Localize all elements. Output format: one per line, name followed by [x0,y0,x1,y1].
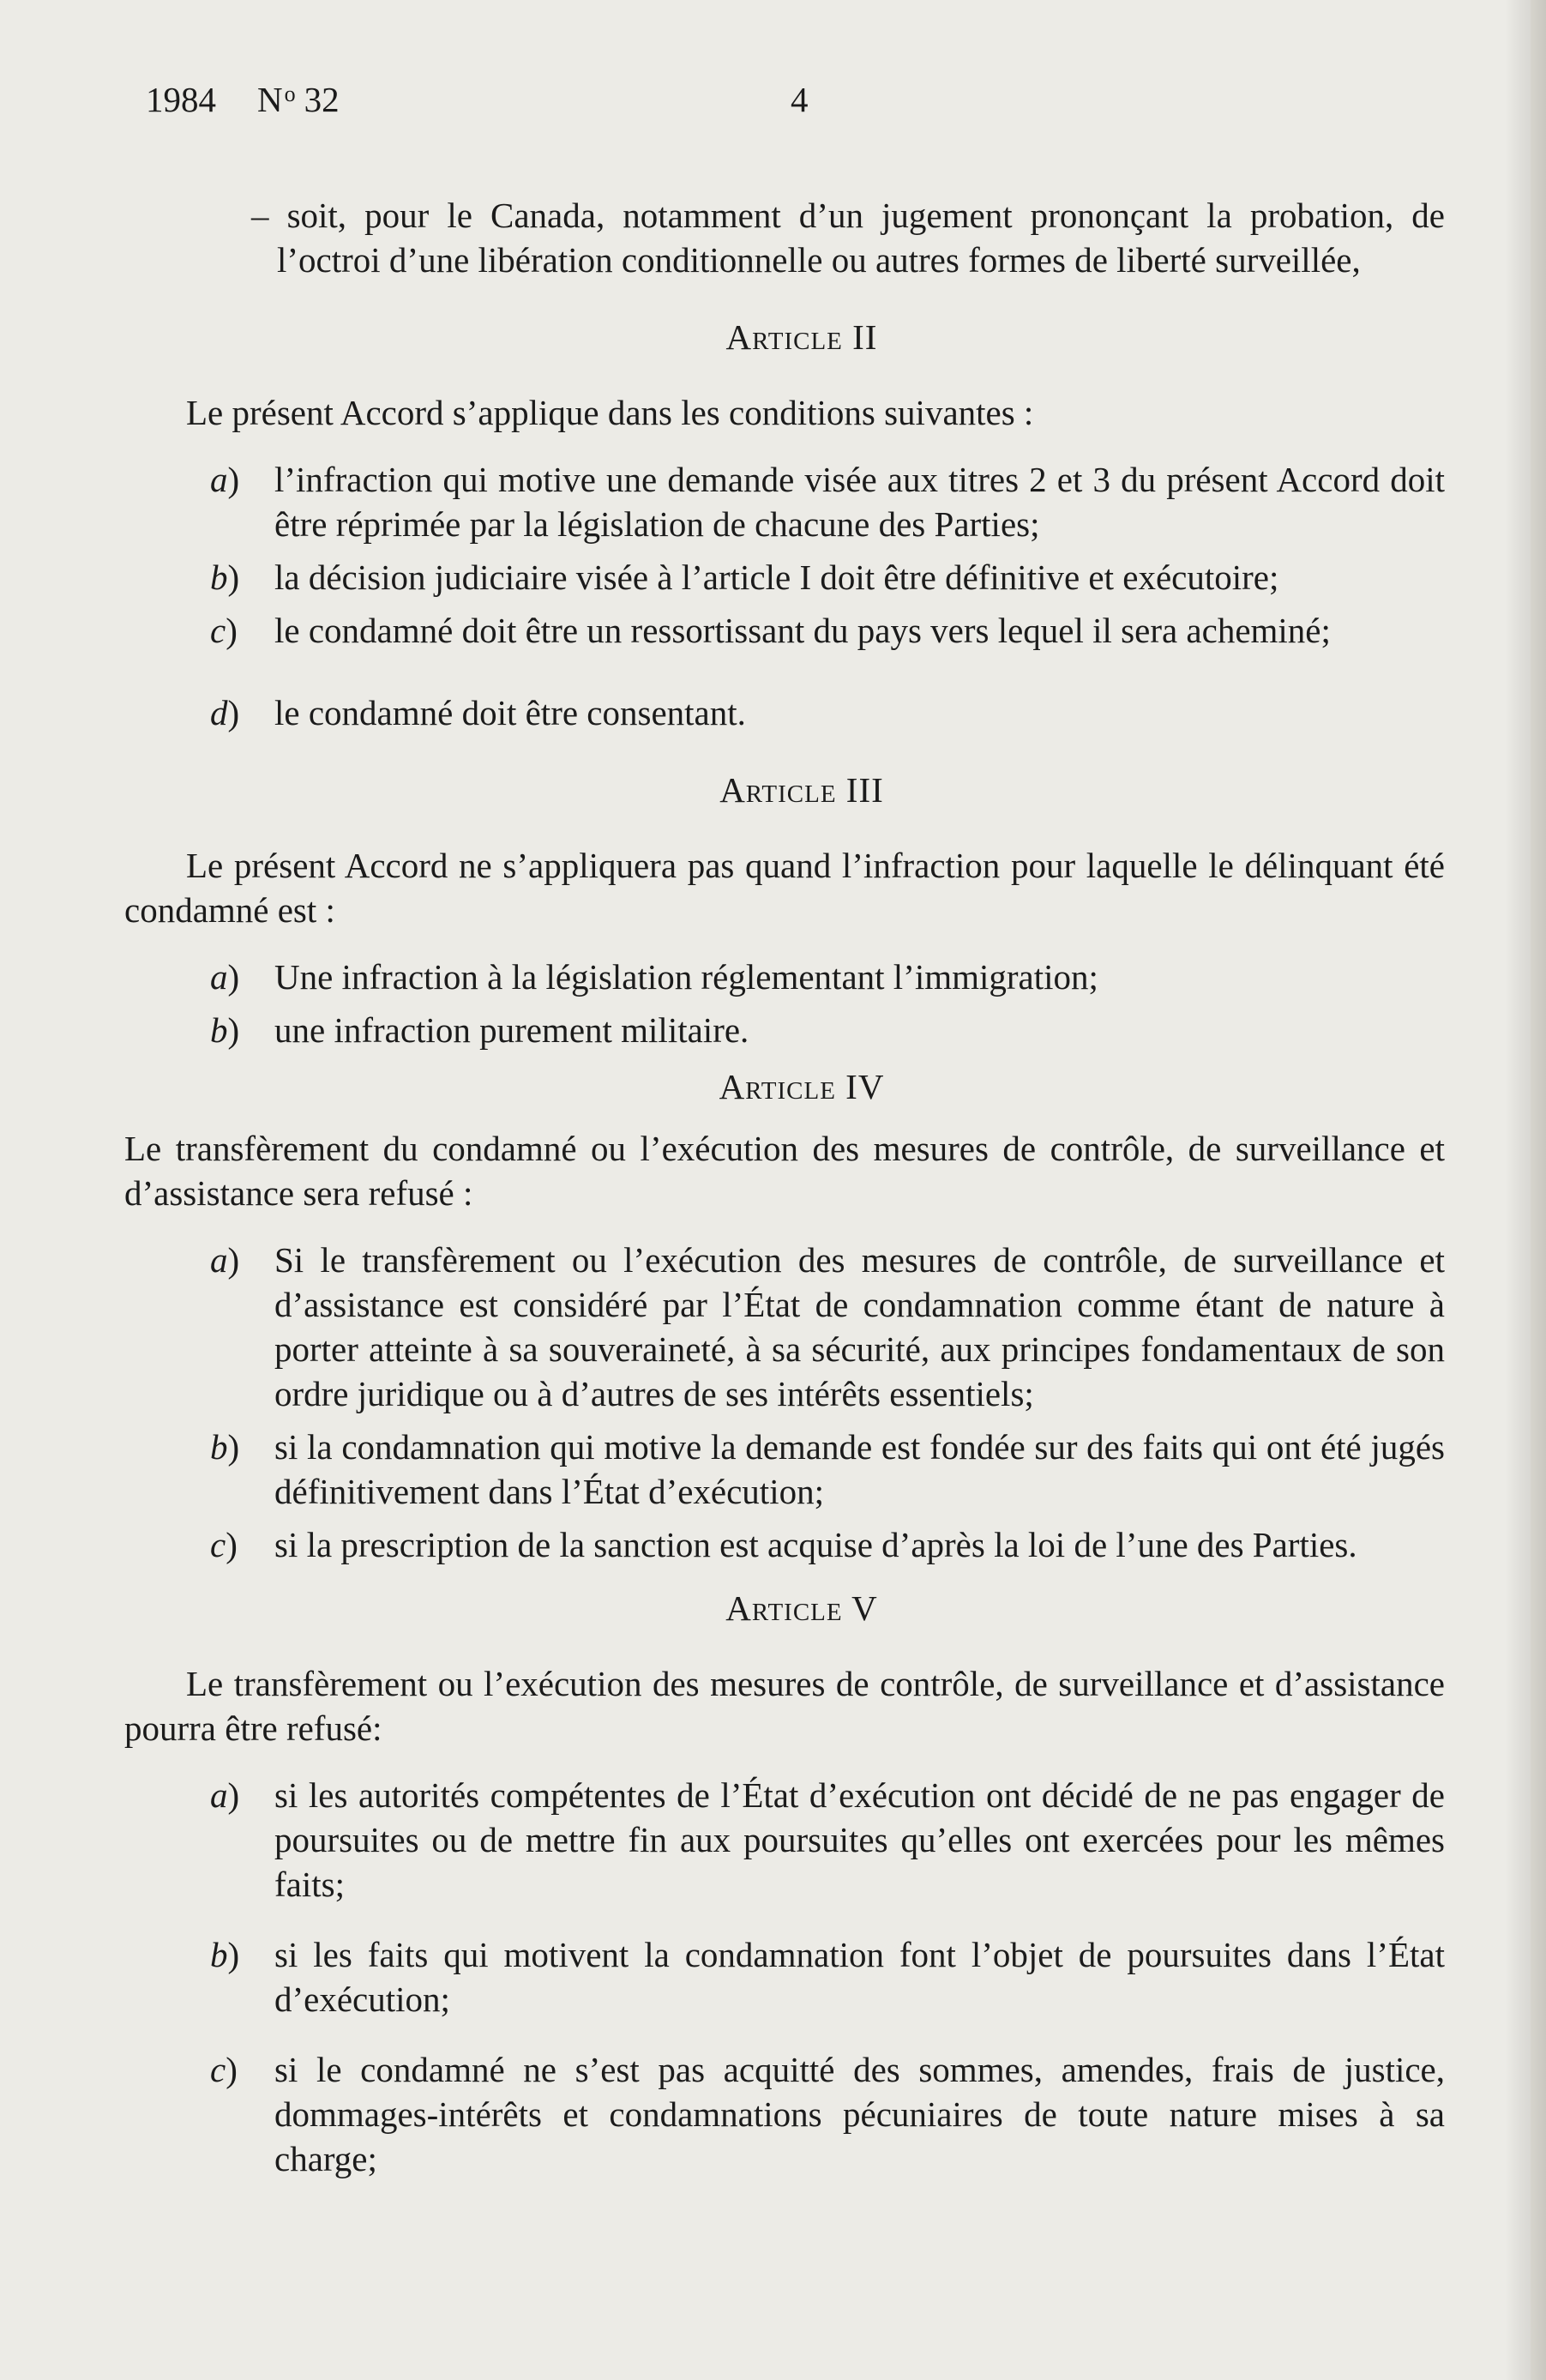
item-letter: a [210,1240,228,1280]
item-text: si la prescription de la sanction est acquise d’après la loi de l’une des Parties. [274,1525,1357,1564]
item-letter: b [210,1427,228,1467]
article-2-item-b [124,555,1445,600]
article-4 [124,1064,1445,1567]
item-text: la décision judiciaire visée à l’article I doit être définitive et exécutoire; [274,557,1279,597]
article-4-item-c [124,1522,1445,1567]
item-text: une infraction purement militaire. [274,1010,749,1050]
article-5-item-a [124,1773,1445,1907]
article-5-item-c [124,2047,1445,2181]
intro-clause: – soit, pour le Canada, notamment d’un jugement prononçant la probation, de l’octroi d’une libération conditionnelle ou autres formes de liberté surveillée, [251,196,1445,280]
item-letter: a [210,460,228,499]
header-no-label: N [257,80,283,119]
article-3-item-a [124,955,1445,999]
item-label: b) [210,1010,240,1050]
item-text: le condamné doit être consentant. [274,693,746,732]
item-label: a) [210,957,240,997]
article-2-lead: Le présent Accord s’applique dans les conditions suivantes : [186,393,1034,432]
article-2-item-c [124,608,1445,653]
header-no-sup: o [284,81,296,106]
item-text: si la condamnation qui motive la demande est fondée sur des faits qui ont été jugés définitivement dans l’État d’exécution; [274,1427,1445,1511]
article-5-lead: Le transfèrement ou l’exécution des mesures de contrôle, de surveillance et d’assistance pourra être refusé: [124,1664,1445,1748]
article-4-heading: Article IV [719,1067,885,1106]
item-label: a) [210,460,240,499]
article-4-item-b [124,1425,1445,1514]
item-letter: c [210,611,226,650]
item-letter: c [210,1525,226,1564]
item-label: c) [210,1525,238,1564]
article-3-heading: Article III [719,770,884,810]
item-letter: d [210,693,228,732]
item-label: b) [210,557,240,597]
article-5-item-b [124,1932,1445,2021]
item-letter: b [210,557,228,597]
item-text: Si le transfèrement ou l’exécution des mesures de contrôle, de surveillance et d’assistance est considéré par l’État de condamnation comme étant de nature à porter atteinte à sa souveraineté, à sa sécurité, aux principes fondamentaux de son ordre juridique ou à d’autres de ses intérêts essentiels; [274,1240,1445,1413]
item-letter: c [210,2050,226,2089]
document-body [124,193,1445,2190]
article-4-lead: Le transfèrement du condamné ou l’exécution des mesures de contrôle, de surveillance et d’assistance sera refusé : [124,1129,1445,1213]
item-letter: b [210,1935,228,1974]
item-label: c) [210,2050,238,2089]
article-4-item-a [124,1238,1445,1416]
item-label: b) [210,1427,240,1467]
page-header [146,79,1432,122]
header-number [257,79,340,120]
item-label: c) [210,611,238,650]
item-text: si les autorités compétentes de l’État d’exécution ont décidé de ne pas engager de poursuites ou de mettre fin aux poursuites qu’elles ont exercées pour les mêmes faits; [274,1775,1445,1904]
header-no-value: 32 [304,80,340,119]
item-label: a) [210,1775,240,1815]
item-text: Une infraction à la législation réglementant l’immigration; [274,957,1098,997]
item-text: l’infraction qui motive une demande visée aux titres 2 et 3 du présent Accord doit être réprimée par la législation de chacune des Parties; [274,460,1445,544]
item-text: si le condamné ne s’est pas acquitté des sommes, amendes, frais de justice, dommages-intérêts et condamnations pécuniaires de toute nature mises à sa charge; [274,2050,1445,2178]
header-year: 1984 [146,80,216,119]
article-2 [124,315,1445,735]
item-letter: a [210,957,228,997]
article-5-heading: Article V [725,1588,878,1628]
item-text: si les faits qui motivent la condamnation font l’objet de poursuites dans l’État d’exécution; [274,1935,1445,2019]
article-3 [124,768,1445,1052]
article-2-item-a [124,457,1445,546]
item-label: d) [210,693,240,732]
article-2-item-d [124,690,1445,735]
article-5 [124,1586,1445,2181]
item-label: b) [210,1935,240,1974]
article-2-heading: Article II [725,317,878,357]
item-letter: a [210,1775,228,1815]
page-edge [1531,0,1546,2380]
article-3-item-b [124,1008,1445,1052]
item-letter: b [210,1010,228,1050]
item-label: a) [210,1240,240,1280]
page-number: 4 [791,80,809,119]
item-text: le condamné doit être un ressortissant du pays vers lequel il sera acheminé; [274,611,1331,650]
article-3-lead: Le présent Accord ne s’appliquera pas quand l’infraction pour laquelle le délinquant été condamné est : [124,846,1445,930]
